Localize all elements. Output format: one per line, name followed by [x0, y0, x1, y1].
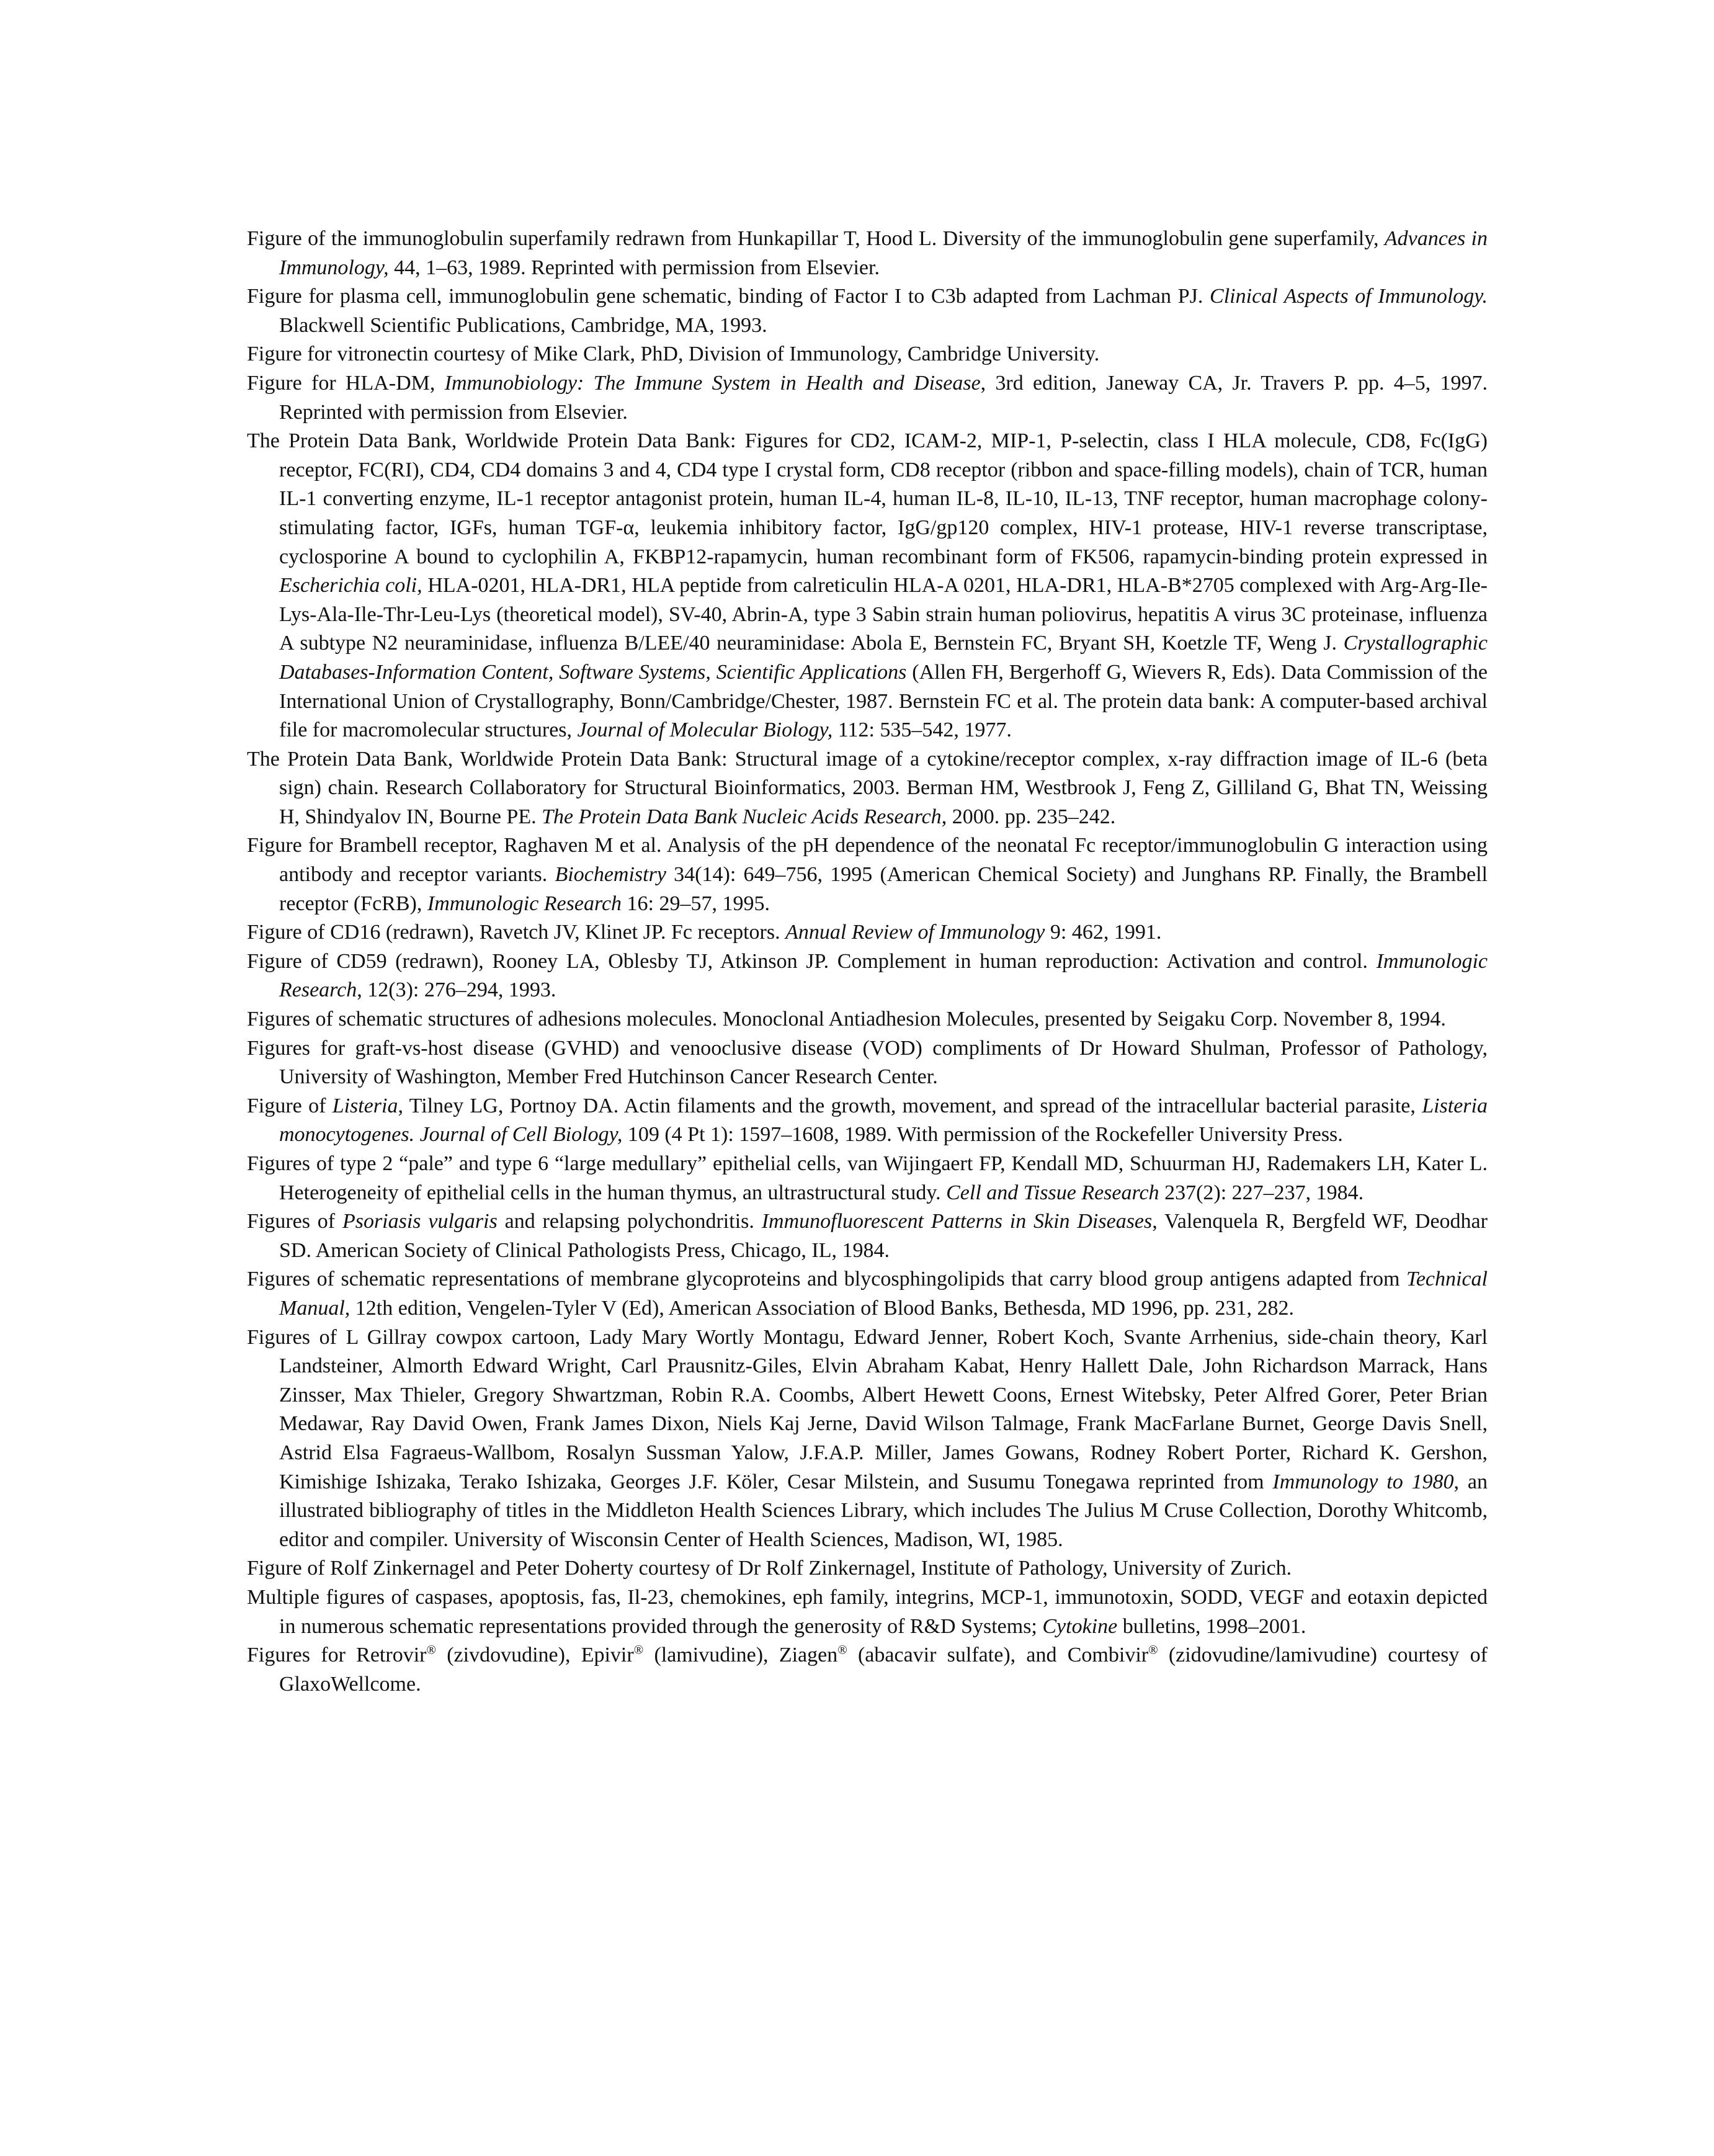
- credit-text: 9: 462, 1991.: [1045, 921, 1162, 944]
- credit-entry: [247, 427, 1488, 745]
- credit-text: 112: 535–542, 1977.: [832, 718, 1012, 742]
- credit-text: 34(14): 649–756, 1995 (American Chemical Society) and Junghans RP. Finally, the Brambell receptor (FcRB),: [279, 863, 1488, 915]
- credit-text: , 12(3): 276–294, 1993.: [357, 978, 556, 1002]
- italic-title: Immunobiology: The Immune System in Health and Disease: [444, 371, 981, 395]
- credit-text: Figure of CD59 (redrawn), Rooney LA, Oblesby TJ, Atkinson JP. Complement in human reproduction: Activation and control.: [247, 949, 1377, 973]
- credit-entry: [247, 225, 1488, 282]
- italic-title: Immunologic Research: [427, 892, 622, 915]
- credit-text: Blackwell Scientific Publications, Cambridge, MA, 1993.: [279, 313, 767, 337]
- credit-entry: [247, 340, 1488, 369]
- italic-title: Listeria monocytogenes. Journal of Cell Biology,: [279, 1094, 1488, 1147]
- credit-text: Figure of: [247, 1094, 333, 1117]
- italic-title: Cytokine: [1042, 1614, 1118, 1638]
- credit-text: Figures for Retrovir: [247, 1644, 427, 1667]
- italic-title: Psoriasis vulgaris: [342, 1210, 498, 1233]
- credit-entry: [247, 1583, 1488, 1641]
- credit-text: Figure of Rolf Zinkernagel and Peter Doherty courtesy of Dr Rolf Zinkernagel, Institute of Pathology, University of Zurich.: [247, 1557, 1292, 1580]
- italic-title: Clinical Aspects of Immunology.: [1210, 285, 1488, 308]
- credit-entry: [247, 1554, 1488, 1583]
- credit-text: 44, 1–63, 1989. Reprinted with permission from Elsevier.: [388, 256, 880, 279]
- credit-entry: [247, 1150, 1488, 1207]
- credit-entry: [247, 918, 1488, 947]
- credit-text: , 2000. pp. 235–242.: [941, 805, 1116, 828]
- credit-text: The Protein Data Bank, Worldwide Protein Data Bank: Figures for CD2, ICAM-2, MIP-1, P-selectin, class I HLA molecule, CD8, Fc(IgG) receptor, FC(RI), CD4, CD4 domains 3 and 4, CD4 type I crystal form, CD8 receptor (ribbon and space-filling models), chain of TCR, human IL-1 converting enzyme, IL-1 receptor antagonist protein, human IL-4, human IL-8, IL-10, IL-13, TNF receptor, human macrophage colony-stimulating factor, IGFs, human TGF-α, leukemia inhibitory factor, IgG/gp120 complex, HIV-1 protease, HIV-1 reverse transcriptase, cyclosporine A bound to cyclophilin A, FKBP12-rapamycin, human recombinant form of FK506, rapamycin-binding protein expressed in: [247, 429, 1488, 568]
- credit-text: 237(2): 227–237, 1984.: [1159, 1181, 1364, 1204]
- credit-text: 12th edition, Vengelen-Tyler V (Ed), American Association of Blood Banks, Bethesda, MD 1996, pp. 231, 282.: [350, 1296, 1295, 1320]
- credit-entry: [247, 1265, 1488, 1323]
- credit-text: 109 (4 Pt 1): 1597–1608, 1989. With permission of the Rockefeller University Press.: [622, 1123, 1343, 1147]
- credit-text: Figures of schematic representations of membrane glycoproteins and blycosphingolipids that carry blood group antigens adapted from: [247, 1268, 1407, 1291]
- credit-text: , Tilney LG, Portnoy DA. Actin filaments and the growth, movement, and spread of the intracellular bacterial parasite,: [398, 1094, 1422, 1117]
- credit-entry: [247, 369, 1488, 427]
- credit-entry: [247, 1323, 1488, 1555]
- credit-text: bulletins, 1998–2001.: [1117, 1614, 1306, 1638]
- registered-mark: ®: [633, 1643, 644, 1657]
- registered-mark: ®: [837, 1643, 847, 1657]
- credit-text: Figure for plasma cell, immunoglobulin gene schematic, binding of Factor I to C3b adapted from Lachman PJ.: [247, 285, 1210, 308]
- italic-title: Advances in Immunology,: [279, 227, 1488, 279]
- credit-entry: [247, 1034, 1488, 1092]
- italic-title: Technical Manual,: [279, 1268, 1488, 1320]
- credit-text: Figure of CD16 (redrawn), Ravetch JV, Klinet JP. Fc receptors.: [247, 921, 786, 944]
- italic-title: Immunology to 1980: [1272, 1470, 1454, 1493]
- credit-text: Figure of the immunoglobulin superfamily redrawn from Hunkapillar T, Hood L. Diversity of the immunoglobulin gene superfamily,: [247, 227, 1385, 250]
- credit-text: Figures of: [247, 1210, 342, 1233]
- credit-entry: [247, 1092, 1488, 1150]
- italic-title: Cell and Tissue Research: [946, 1181, 1159, 1204]
- italic-title: Annual Review of Immunology: [785, 921, 1045, 944]
- credit-entry: [247, 745, 1488, 832]
- credit-text: Multiple figures of caspases, apoptosis, fas, Il-23, chemokines, eph family, integrins, MCP-1, immunotoxin, SODD, VEGF and eotaxin depicted in numerous schematic representations provided through the generosity of R&D Systems;: [247, 1585, 1488, 1638]
- italic-title: Journal of Molecular Biology,: [577, 718, 833, 742]
- italic-title: Crystallographic Databases-Information Content, Software Systems, Scientific Applications: [279, 632, 1488, 684]
- credit-text: (abacavir sulfate), and Combivir: [847, 1644, 1149, 1667]
- credit-text: , Valenquela R, Bergfeld WF, Deodhar SD. American Society of Clinical Pathologists Press, Chicago, IL, 1984.: [279, 1210, 1488, 1262]
- credit-text: and relapsing polychondritis.: [497, 1210, 762, 1233]
- credit-text: Figure for HLA-DM,: [247, 371, 445, 395]
- credit-entry: [247, 1005, 1488, 1034]
- credit-text: (zidovudine/lamivudine) courtesy of GlaxoWellcome.: [279, 1644, 1488, 1696]
- credit-text: Figures of schematic structures of adhesions molecules. Monoclonal Antiadhesion Molecules, presented by Seigaku Corp. November 8, 1994.: [247, 1008, 1446, 1031]
- credit-text: Figures of type 2 “pale” and type 6 “large medullary” epithelial cells, van Wijingaert FP, Kendall MD, Schuurman HJ, Rademakers LH, Kater L. Heterogeneity of epithelial cells in the human thymus, an ultrastructural study.: [247, 1152, 1488, 1204]
- italic-title: Biochemistry: [555, 863, 666, 887]
- italic-title: Listeria: [332, 1094, 398, 1117]
- registered-mark: ®: [1148, 1643, 1158, 1657]
- credit-entry: [247, 282, 1488, 340]
- credit-text: (lamivudine), Ziagen: [643, 1644, 838, 1667]
- credit-text: Figure for vitronectin courtesy of Mike Clark, PhD, Division of Immunology, Cambridge University.: [247, 342, 1100, 366]
- credit-text: 16: 29–57, 1995.: [622, 892, 770, 915]
- credit-entry: [247, 1641, 1488, 1699]
- italic-title: Escherichia coli,: [279, 574, 422, 597]
- credit-text: Figures for graft-vs-host disease (GVHD) and venooclusive disease (VOD) compliments of Dr Howard Shulman, Professor of Pathology, University of Washington, Member Fred Hutchinson Cancer Research Center.: [247, 1036, 1488, 1089]
- credit-text: , 3rd edition, Janeway CA, Jr. Travers P. pp. 4–5, 1997. Reprinted with permission from Elsevier.: [279, 371, 1488, 424]
- credit-text: , an illustrated bibliography of titles in the Middleton Health Sciences Library, which includes The Julius M Cruse Collection, Dorothy Whitcomb, editor and compiler. University of Wisconsin Center of Health Sciences, Madison, WI, 1985.: [279, 1470, 1488, 1551]
- registered-mark: ®: [426, 1643, 436, 1657]
- italic-title: The Protein Data Bank Nucleic Acids Research: [542, 805, 942, 828]
- credit-entry: [247, 947, 1488, 1005]
- credit-text: Figure for Brambell receptor, Raghaven M et al. Analysis of the pH dependence of the neonatal Fc receptor/immunoglobulin G interaction using antibody and receptor variants.: [247, 834, 1488, 887]
- figure-credits-list: [247, 225, 1488, 1699]
- credit-text: HLA-0201, HLA-DR1, HLA peptide from calreticulin HLA-A 0201, HLA-DR1, HLA-B*2705 complexed with Arg-Arg-Ile-Lys-Ala-Ile-Thr-Leu-Lys (theoretical model), SV-40, Abrin-A, type 3 Sabin strain human poliovirus, hepatitis A virus 3C proteinase, influenza A subtype N2 neuraminidase, influenza B/LEE/40 neuraminidase: Abola E, Bernstein FC, Bryant SH, Koetzle TF, Weng J.: [279, 574, 1488, 655]
- credit-entry: [247, 1207, 1488, 1265]
- italic-title: Immunofluorescent Patterns in Skin Diseases: [761, 1210, 1153, 1233]
- credit-entry: [247, 831, 1488, 918]
- credit-text: (zivdovudine), Epivir: [435, 1644, 634, 1667]
- credit-text: The Protein Data Bank, Worldwide Protein Data Bank: Structural image of a cytokine/receptor complex, x-ray diffraction image of IL-6 (beta sign) chain. Research Collaboratory for Structural Bioinformatics, 2003. Berman HM, Westbrook J, Feng Z, Gilliland G, Bhat TN, Weissing H, Shindyalov IN, Bourne PE.: [247, 747, 1488, 828]
- italic-title: Immunologic Research: [279, 949, 1488, 1002]
- credit-text: (Allen FH, Bergerhoff G, Wievers R, Eds). Data Commission of the International Union of Crystallography, Bonn/Cambridge/Chester, 1987. Bernstein FC et al. The protein data bank: A computer-based archival file for macromolecular structures,: [279, 660, 1488, 742]
- credit-text: Figures of L Gillray cowpox cartoon, Lady Mary Wortly Montagu, Edward Jenner, Robert Koch, Svante Arrhenius, side-chain theory, Karl Landsteiner, Almorth Edward Wright, Carl Prausnitz-Giles, Elvin Abraham Kabat, Henry Hallett Dale, John Richardson Marrack, Hans Zinsser, Max Thieler, Gregory Shwartzman, Robin R.A. Coombs, Albert Hewett Coons, Ernest Witebsky, Peter Alfred Gorer, Peter Brian Medawar, Ray David Owen, Frank James Dixon, Niels Kaj Jerne, David Wilson Talmage, Frank MacFarlane Burnet, George Davis Snell, Astrid Elsa Fagraeus-Wallbom, Rosalyn Sussman Yalow, J.F.A.P. Miller, James Gowans, Rodney Robert Porter, Richard K. Gershon, Kimishige Ishizaka, Terako Ishizaka, Georges J.F. Köler, Cesar Milstein, and Susumu Tonegawa reprinted from: [247, 1325, 1488, 1493]
